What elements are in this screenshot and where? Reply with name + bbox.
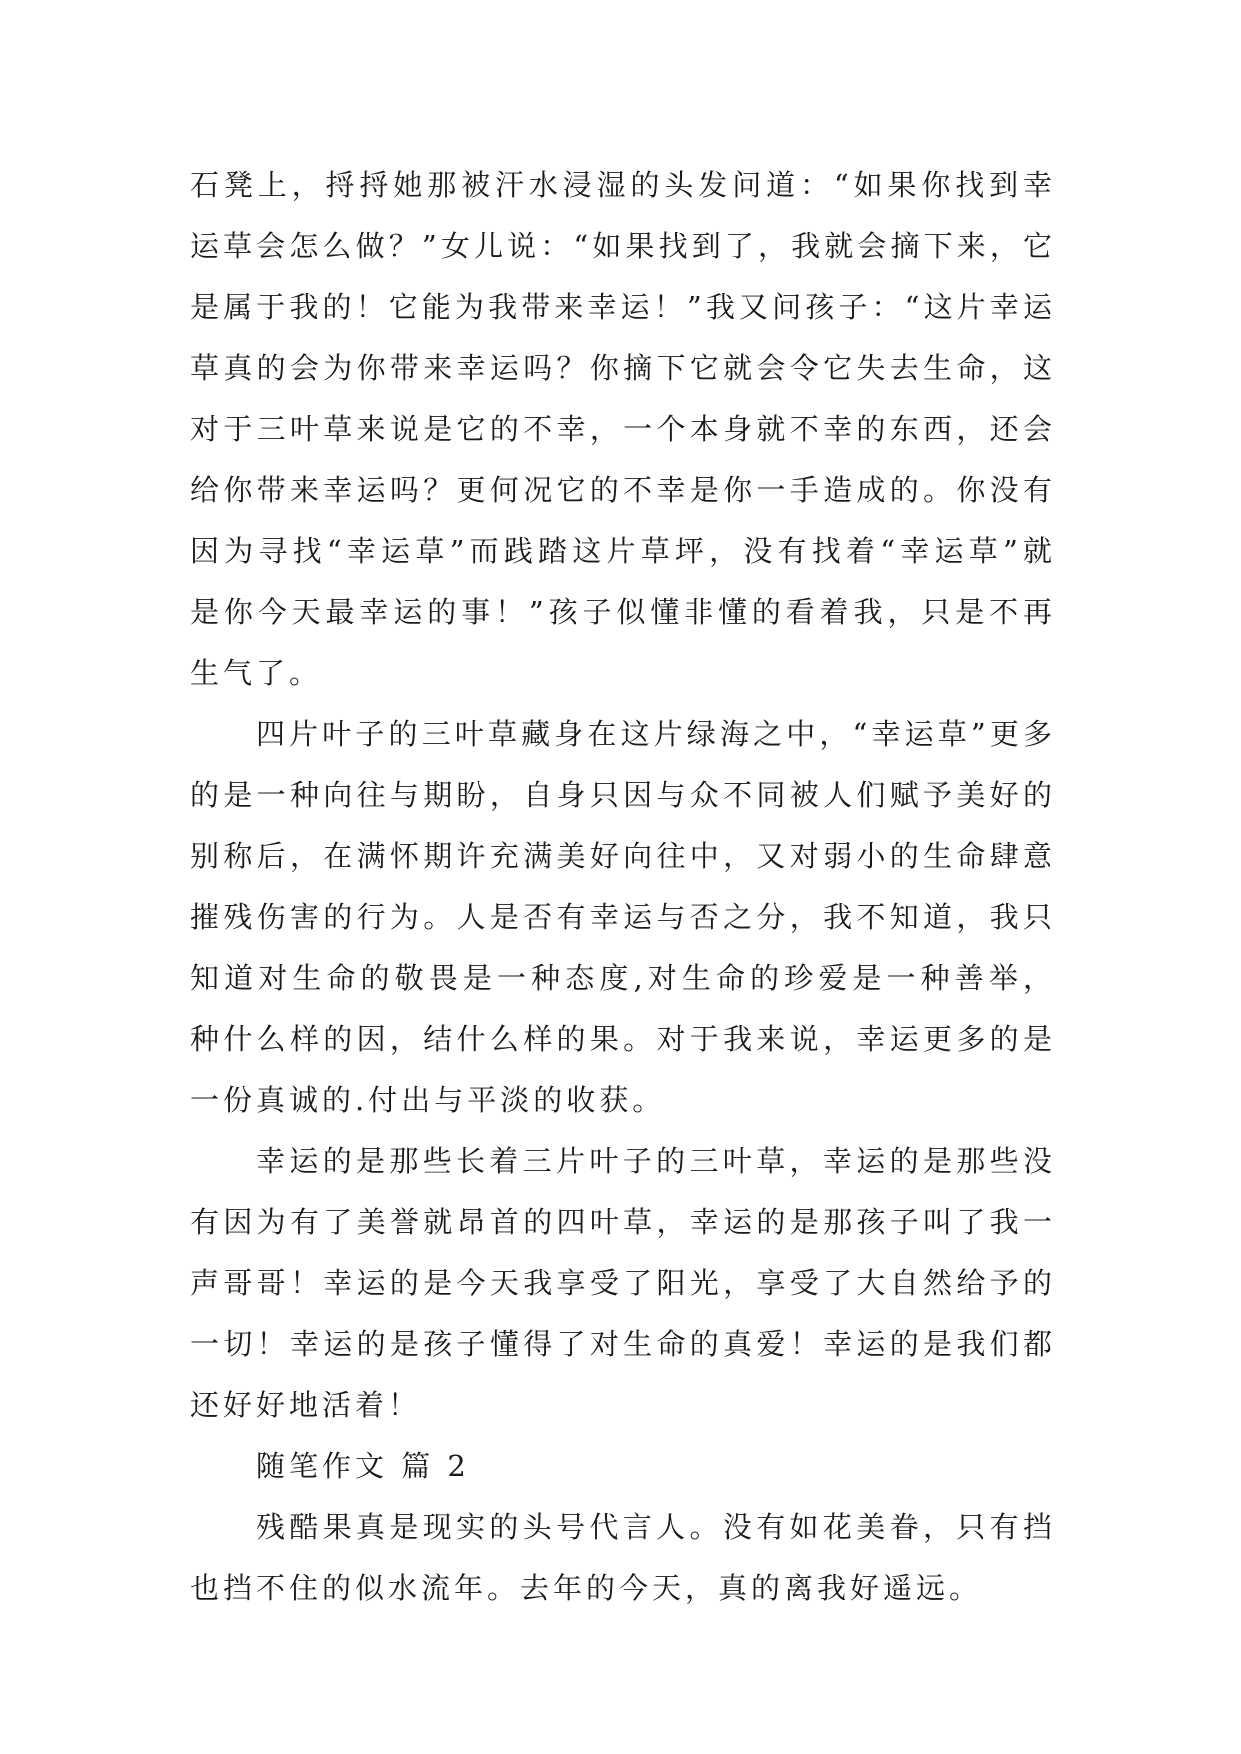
paragraph-four-leaf-clover: 四片叶子的三叶草藏身在这片绿海之中，“幸运草”更多的是一种向往与期盼，自身只因与众不同被人们赋予美好的别称后，在满怀期许充满美好向往中，又对弱小的生命肆意摧残伤害的行为。人是否有幸运与否之分，我不知道，我只知道对生命的敬畏是一种态度,对生命的珍爱是一种善举，种什么样的因，结什么样的果。对于我来说，幸运更多的是一份真诚的.付出与平淡的收获。 <box>190 717 1056 1117</box>
document-body <box>190 155 1056 1619</box>
section-heading: 随笔作文 篇 2 <box>256 1449 470 1483</box>
paragraph-fortunate: 幸运的是那些长着三片叶子的三叶草，幸运的是那些没有因为有了美誉就昂首的四叶草，幸运的是那孩子叫了我一声哥哥！幸运的是今天我享受了阳光，享受了大自然给予的一切！幸运的是孩子懂得了对生命的真爱！幸运的是我们都还好好地活着！ <box>190 1144 1056 1422</box>
paragraph-continuation: 石凳上，捋捋她那被汗水浸湿的头发问道：“如果你找到幸运草会怎么做？”女儿说：“如果找到了，我就会摘下来，它是属于我的！它能为我带来幸运！”我又问孩子：“这片幸运草真的会为你带来幸运吗？你摘下它就会令它失去生命，这对于三叶草来说是它的不幸，一个本身就不幸的东西，还会给你带来幸运吗？更何况它的不幸是你一手造成的。你没有因为寻找“幸运草”而践踏这片草坪，没有找着“幸运草”就是你今天最幸运的事！”孩子似懂非懂的看着我，只是不再生气了。 <box>190 168 1056 690</box>
paragraph-reality: 残酷果真是现实的头号代言人。没有如花美眷，只有挡也挡不住的似水流年。去年的今天，真的离我好遥远。 <box>190 1510 1056 1605</box>
